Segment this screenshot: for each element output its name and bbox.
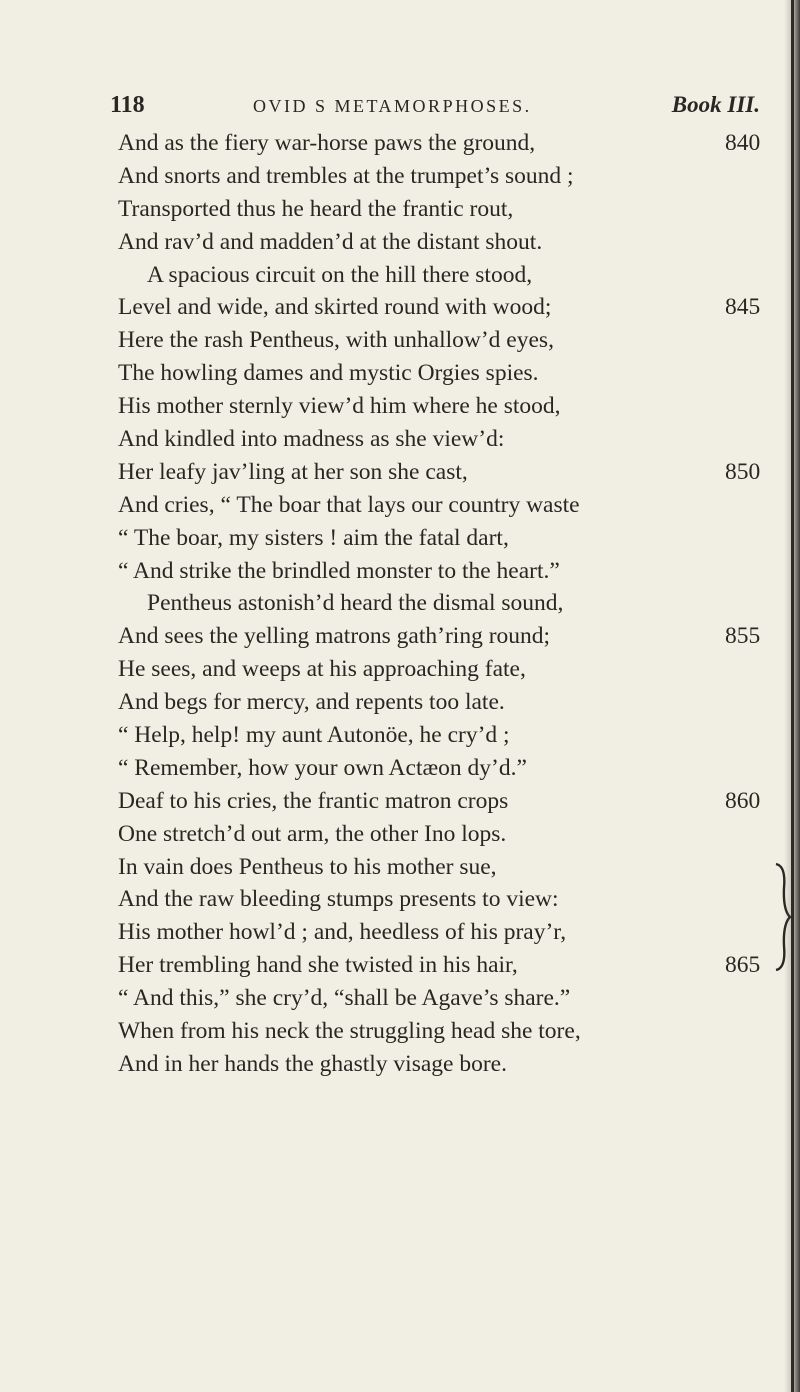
verse-line (0, 522, 800, 555)
verse-line (0, 357, 800, 390)
verse-line (0, 193, 800, 226)
line-number: 865 (725, 952, 761, 979)
verse-line (0, 259, 800, 292)
verse-line-text: His mother sternly view’d him where he stood, (118, 393, 561, 420)
verse-line-text: “ Remember, how your own Actæon dy’d.” (118, 754, 527, 781)
verse-line (0, 226, 800, 259)
verse-line-text: Her leafy jav’ling at her son she cast, (118, 458, 468, 485)
verse-line-text: “ The boar, my sisters ! aim the fatal dart, (118, 524, 509, 551)
line-number: 860 (725, 787, 761, 814)
verse-line (0, 620, 800, 653)
verse-line-text: And sees the yelling matrons gath’ring round; (118, 623, 551, 650)
verse-line (0, 1015, 800, 1048)
verse-line-text: And in her hands the ghastly visage bore. (118, 1050, 507, 1077)
verse-line-text: “ Help, help! my aunt Autonöe, he cry’d ; (118, 722, 510, 749)
page-number: 118 (110, 92, 145, 118)
verse-line-text: And kindled into madness as she view’d: (118, 426, 505, 453)
verse-line (0, 851, 800, 884)
line-number: 840 (725, 130, 761, 156)
page-edge-line (791, 0, 794, 1392)
verse-line-text: “ And strike the brindled monster to the heart.” (118, 557, 560, 584)
running-title: OVID S METAMORPHOSES. (253, 96, 532, 116)
verse-line-text: And rav’d and madden’d at the distant shout. (118, 228, 543, 255)
verse-line (0, 883, 800, 916)
verse-line-text: And snorts and trembles at the trumpet’s sound ; (118, 162, 574, 189)
line-number: 845 (725, 294, 761, 321)
verse-line (0, 291, 800, 324)
verse-line (0, 456, 800, 489)
verse-line (0, 555, 800, 588)
verse-line-text: Her trembling hand she twisted in his hair, (118, 952, 518, 979)
verse-line (0, 818, 800, 851)
verse-line (0, 982, 800, 1015)
verse-line-text: His mother howl’d ; and, heedless of his pray’r, (118, 919, 567, 946)
verse-line (0, 916, 800, 949)
verse-line-text: He sees, and weeps at his approaching fate, (118, 656, 526, 683)
page-header (110, 92, 760, 126)
verse-line-text: A spacious circuit on the hill there stood, (147, 261, 533, 288)
verse-line (0, 127, 800, 160)
verse-line-text: Pentheus astonish’d heard the dismal sound, (147, 590, 564, 617)
verse-line-text: When from his neck the struggling head she tore, (118, 1018, 581, 1045)
verse-line-text: One stretch’d out arm, the other Ino lops. (118, 820, 507, 847)
verse-line-text: And cries, “ The boar that lays our country waste (118, 491, 580, 518)
verse-line (0, 324, 800, 357)
verse-line (0, 752, 800, 785)
verse-line (0, 653, 800, 686)
verse-line (0, 686, 800, 719)
verse-line (0, 785, 800, 818)
verse-line-text: The howling dames and mystic Orgies spies. (118, 360, 539, 387)
line-number: 850 (725, 458, 761, 485)
line-number: 855 (725, 623, 761, 650)
verse-line (0, 390, 800, 423)
verse-line-text: Transported thus he heard the frantic rout, (118, 195, 514, 222)
verse-line-text: Level and wide, and skirted round with wood; (118, 294, 552, 321)
verse-line (0, 949, 800, 982)
verse-line-text: And the raw bleeding stumps presents to view: (118, 886, 559, 913)
verse-line (0, 719, 800, 752)
book-label: Book III. (671, 92, 760, 117)
poem-text (0, 127, 800, 1081)
verse-line-text: And as the fiery war-horse paws the ground, (118, 130, 536, 156)
verse-line (0, 587, 800, 620)
verse-line-text: And begs for mercy, and repents too late. (118, 689, 505, 716)
verse-line (0, 489, 800, 522)
verse-line-text: Here the rash Pentheus, with unhallow’d eyes, (118, 327, 554, 354)
verse-line (0, 423, 800, 456)
verse-line (0, 1048, 800, 1081)
verse-line-text: Deaf to his cries, the frantic matron crops (118, 787, 509, 814)
verse-line (0, 160, 800, 193)
verse-line-text: “ And this,” she cry’d, “shall be Agave’s share.” (118, 985, 571, 1012)
verse-line-text: In vain does Pentheus to his mother sue, (118, 853, 497, 880)
